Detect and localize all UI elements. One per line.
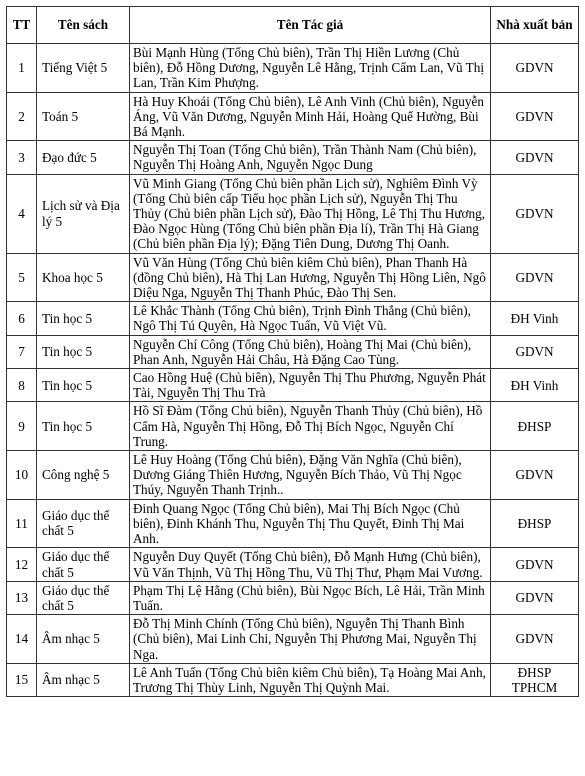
authors-cell: Đỗ Thị Minh Chính (Tổng Chủ biên), Nguyễn Thị Thanh Bình (Chủ biên), Mai Linh Chi, Nguyễn Thị Phương Mai, Nguyễn Thị Nga. xyxy=(130,615,491,664)
authors-cell: Nguyễn Thị Toan (Tổng Chủ biên), Trần Thành Nam (Chủ biên), Nguyễn Thị Hoàng Anh, Nguyễn Ngọc Dung xyxy=(130,141,491,174)
authors-cell: Lê Anh Tuấn (Tổng Chủ biên kiêm Chủ biên), Tạ Hoàng Mai Anh, Trương Thị Thùy Linh, Nguyễn Thị Quỳnh Mai. xyxy=(130,663,491,696)
table-row xyxy=(7,499,579,548)
row-number-cell: 7 xyxy=(7,335,37,368)
publisher-cell: ĐHSP xyxy=(491,402,579,451)
row-number-cell: 15 xyxy=(7,663,37,696)
row-number-cell: 6 xyxy=(7,302,37,335)
authors-cell: Hồ Sĩ Đàm (Tổng Chủ biên), Nguyễn Thanh Thủy (Chủ biên), Hồ Cẩm Hà, Nguyễn Thị Hồng, Đỗ Thị Bích Ngọc, Nguyễn Chí Trung. xyxy=(130,402,491,451)
authors-cell: Bùi Mạnh Hùng (Tổng Chủ biên), Trần Thị Hiền Lương (Chủ biên), Đỗ Hồng Dương, Nguyễn Lê Hằng, Trịnh Cẩm Lan, Vũ Thị Lan, Trần Kim Phượng. xyxy=(130,44,491,93)
row-number-cell: 9 xyxy=(7,402,37,451)
table-row xyxy=(7,369,579,402)
publisher-cell: ĐH Vinh xyxy=(491,302,579,335)
row-number-cell: 12 xyxy=(7,548,37,581)
table-row xyxy=(7,451,579,500)
table-row xyxy=(7,663,579,696)
row-number-cell: 8 xyxy=(7,369,37,402)
authors-cell: Lê Huy Hoàng (Tổng Chủ biên), Đặng Văn Nghĩa (Chủ biên), Dương Giáng Thiên Hương, Nguyễn Bích Thảo, Vũ Thị Ngọc Thúy, Nguyễn Thanh Trịnh.. xyxy=(130,451,491,500)
table-header-row xyxy=(7,7,579,44)
authors-cell: Phạm Thị Lệ Hằng (Chủ biên), Bùi Ngọc Bích, Lê Hải, Trần Minh Tuấn. xyxy=(130,581,491,614)
book-name-cell: Giáo dục thể chất 5 xyxy=(37,548,130,581)
row-number-cell: 3 xyxy=(7,141,37,174)
header-book-name: Tên sách xyxy=(37,7,130,44)
book-name-cell: Âm nhạc 5 xyxy=(37,663,130,696)
authors-cell: Vũ Minh Giang (Tổng Chủ biên phần Lịch sử), Nghiêm Đình Vỳ (Tổng Chủ biên cấp Tiểu học phần Lịch sử), Nguyễn Thị Thu Thủy (Chủ biên phần Lịch sử), Đào Thị Hồng, Lê Thị Thu Hương, Đào Ngọc Hùng (Tổng Chủ biên phần Địa lí), Trần Thị Hà Giang (Chủ biên phần Địa lý); Đặng Tiên Dung, Dương Thị Oanh. xyxy=(130,174,491,253)
textbook-table xyxy=(6,6,579,697)
book-name-cell: Tiếng Việt 5 xyxy=(37,44,130,93)
authors-cell: Cao Hồng Huệ (Chủ biên), Nguyễn Thị Thu Phương, Nguyễn Phát Tài, Nguyễn Thị Thu Trà xyxy=(130,369,491,402)
row-number-cell: 14 xyxy=(7,615,37,664)
authors-cell: Nguyễn Duy Quyết (Tổng Chủ biên), Đỗ Mạnh Hưng (Chủ biên), Vũ Văn Thịnh, Vũ Thị Hồng Thu, Vũ Thị Thư, Phạm Mai Vương. xyxy=(130,548,491,581)
table-row xyxy=(7,92,579,141)
book-name-cell: Âm nhạc 5 xyxy=(37,615,130,664)
authors-cell: Hà Huy Khoái (Tổng Chủ biên), Lê Anh Vinh (Chủ biên), Nguyễn Áng, Vũ Văn Dương, Nguyễn Minh Hải, Hoàng Quế Hường, Bùi Bá Mạnh. xyxy=(130,92,491,141)
table-row xyxy=(7,581,579,614)
header-publisher: Nhà xuất bản xyxy=(491,7,579,44)
book-name-cell: Tin học 5 xyxy=(37,402,130,451)
book-name-cell: Tin học 5 xyxy=(37,369,130,402)
table-row xyxy=(7,402,579,451)
book-name-cell: Toán 5 xyxy=(37,92,130,141)
publisher-cell: GDVN xyxy=(491,44,579,93)
table-row xyxy=(7,302,579,335)
book-name-cell: Giáo dục thể chất 5 xyxy=(37,581,130,614)
book-name-cell: Lịch sử và Địa lý 5 xyxy=(37,174,130,253)
table-row xyxy=(7,44,579,93)
book-name-cell: Tin học 5 xyxy=(37,302,130,335)
row-number-cell: 1 xyxy=(7,44,37,93)
publisher-cell: ĐH Vinh xyxy=(491,369,579,402)
authors-cell: Lê Khắc Thành (Tổng Chủ biên), Trịnh Đình Thắng (Chủ biên), Ngô Thị Tú Quyên, Hà Ngọc Tuấn, Vũ Việt Vũ. xyxy=(130,302,491,335)
book-name-cell: Công nghệ 5 xyxy=(37,451,130,500)
table-row xyxy=(7,141,579,174)
publisher-cell: GDVN xyxy=(491,141,579,174)
row-number-cell: 5 xyxy=(7,253,37,302)
publisher-cell: GDVN xyxy=(491,451,579,500)
publisher-cell: GDVN xyxy=(491,615,579,664)
table-row xyxy=(7,253,579,302)
publisher-cell: GDVN xyxy=(491,335,579,368)
header-authors: Tên Tác giả xyxy=(130,7,491,44)
row-number-cell: 10 xyxy=(7,451,37,500)
book-name-cell: Tin học 5 xyxy=(37,335,130,368)
book-name-cell: Giáo dục thể chất 5 xyxy=(37,499,130,548)
publisher-cell: GDVN xyxy=(491,253,579,302)
row-number-cell: 11 xyxy=(7,499,37,548)
table-row xyxy=(7,548,579,581)
book-name-cell: Khoa học 5 xyxy=(37,253,130,302)
book-name-cell: Đạo đức 5 xyxy=(37,141,130,174)
publisher-cell: ĐHSP xyxy=(491,499,579,548)
table-row xyxy=(7,335,579,368)
publisher-cell: GDVN xyxy=(491,92,579,141)
publisher-cell: ĐHSP TPHCM xyxy=(491,663,579,696)
publisher-cell: GDVN xyxy=(491,548,579,581)
header-tt: TT xyxy=(7,7,37,44)
publisher-cell: GDVN xyxy=(491,581,579,614)
table-row xyxy=(7,615,579,664)
authors-cell: Vũ Văn Hùng (Tổng Chủ biên kiêm Chủ biên), Phan Thanh Hà (đồng Chủ biên), Hà Thị Lan Hương, Nguyễn Thị Hồng Liên, Ngô Diệu Nga, Nguyễn Thị Thanh Phúc, Đào Thị Sen. xyxy=(130,253,491,302)
authors-cell: Nguyễn Chí Công (Tổng Chủ biên), Hoàng Thị Mai (Chủ biên), Phan Anh, Nguyễn Hải Châu, Hà Đặng Cao Tùng. xyxy=(130,335,491,368)
row-number-cell: 13 xyxy=(7,581,37,614)
authors-cell: Đinh Quang Ngọc (Tổng Chủ biên), Mai Thị Bích Ngọc (Chủ biên), Đinh Khánh Thu, Nguyễn Thị Thu Quyết, Đinh Thị Mai Anh. xyxy=(130,499,491,548)
row-number-cell: 4 xyxy=(7,174,37,253)
row-number-cell: 2 xyxy=(7,92,37,141)
table-row xyxy=(7,174,579,253)
table-body xyxy=(7,44,579,697)
publisher-cell: GDVN xyxy=(491,174,579,253)
